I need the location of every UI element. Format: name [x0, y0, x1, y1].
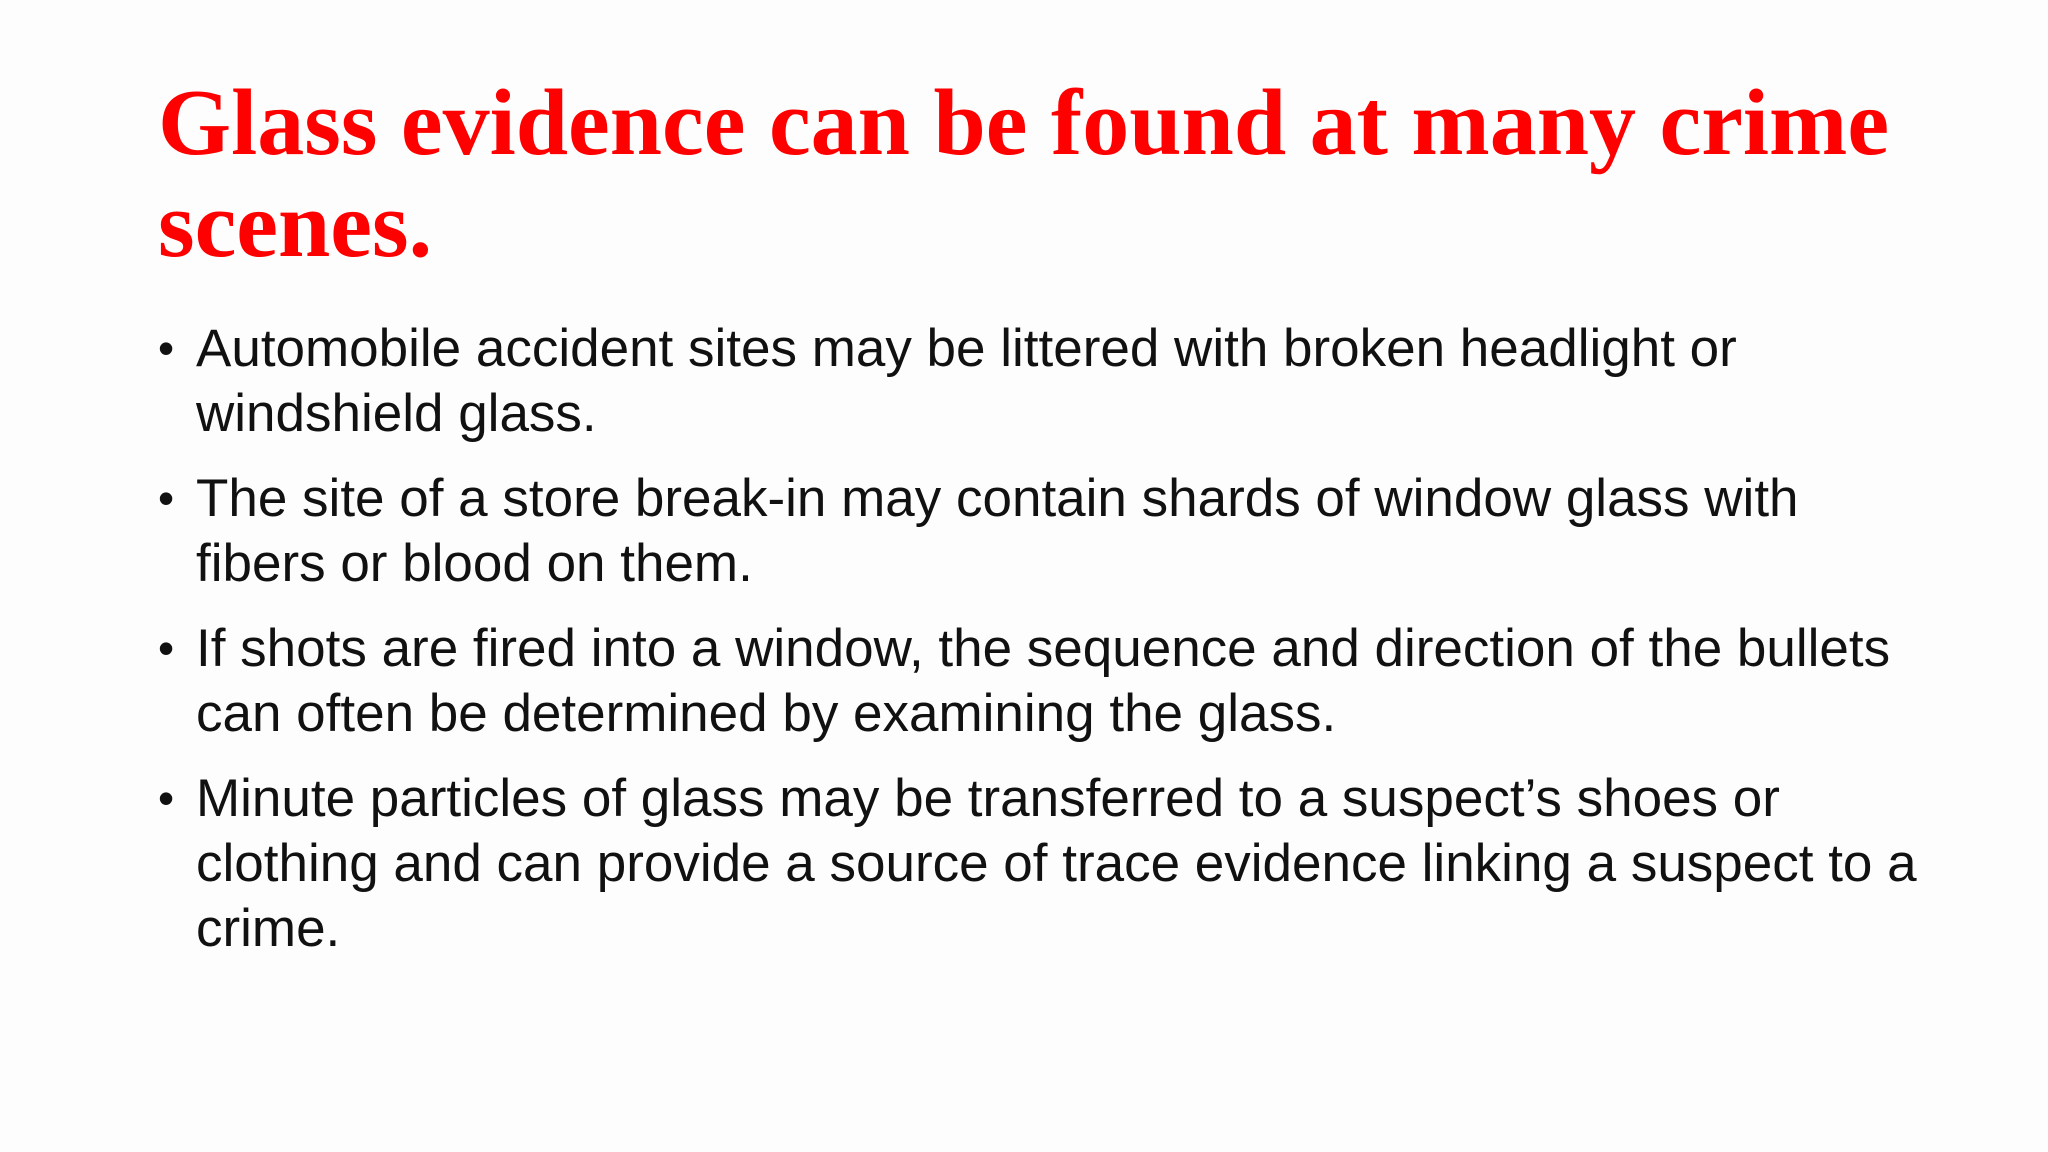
bullet-text: If shots are fired into a window, the sequence and direction of the bullets can often be determined by examining the glass. [196, 619, 1891, 743]
bullet-item-automobile-accidents [158, 316, 1918, 446]
bullet-list [158, 316, 1918, 981]
bullet-item-shots-fired [158, 616, 1918, 746]
bullet-icon: • [158, 772, 175, 824]
bullet-item-store-break-in [158, 466, 1918, 596]
bullet-text: The site of a store break-in may contain shards of window glass with fibers or blood on them. [196, 469, 1799, 593]
bullet-item-trace-particles [158, 766, 1918, 961]
bullet-icon: • [158, 472, 175, 524]
bullet-icon: • [158, 622, 175, 674]
slide-title: Glass evidence can be found at many crime scenes. [158, 71, 1890, 277]
bullet-text: Automobile accident sites may be littered with broken headlight or windshield glass. [196, 319, 1737, 443]
bullet-icon: • [158, 322, 175, 374]
bullet-text: Minute particles of glass may be transferred to a suspect’s shoes or clothing and can provide a source of trace evidence linking a suspect to a crime. [196, 769, 1917, 958]
